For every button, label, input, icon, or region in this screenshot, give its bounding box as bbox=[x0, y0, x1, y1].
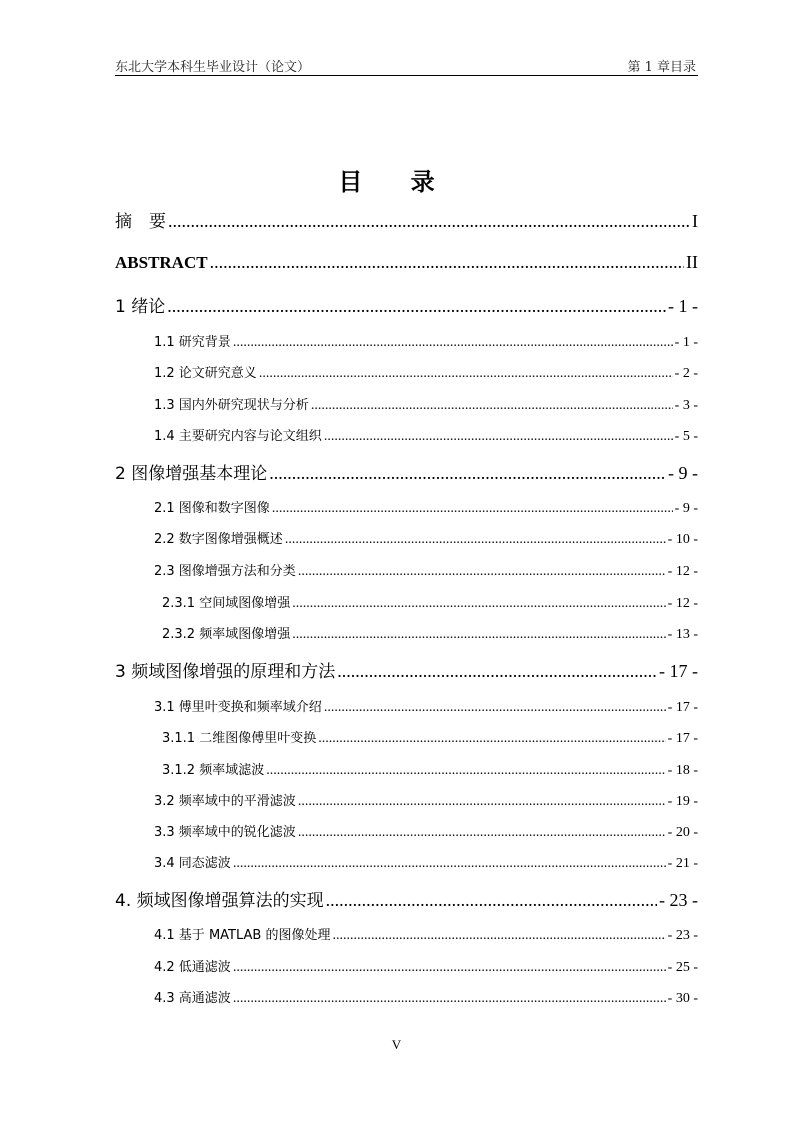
toc-leader-dots bbox=[233, 960, 666, 976]
toc-entry[interactable] bbox=[154, 790, 698, 810]
toc-entry-page: - 5 - bbox=[674, 429, 698, 444]
toc-entry-page: - 9 - bbox=[668, 463, 698, 483]
toc-entry[interactable] bbox=[154, 497, 698, 517]
toc-entry-label: 3.1.1 二维图像傅里叶变换 bbox=[162, 731, 317, 746]
toc-entry-label: 1.4 主要研究内容与论文组织 bbox=[154, 429, 322, 444]
toc-leader-dots bbox=[292, 627, 665, 643]
toc-entry[interactable] bbox=[162, 727, 698, 747]
header-right-text: 第 1 章目录 bbox=[627, 60, 696, 75]
toc-entry[interactable] bbox=[154, 425, 698, 445]
toc-leader-dots bbox=[298, 564, 666, 580]
toc-leader-dots bbox=[269, 463, 666, 484]
toc-leader-dots bbox=[233, 991, 666, 1007]
toc-entry-label: ABSTRACT bbox=[115, 253, 208, 272]
header-left-text: 东北大学本科生毕业设计（论文） bbox=[115, 60, 311, 75]
toc-entry-page: II bbox=[686, 252, 698, 272]
toc-entry-label: 1.3 国内外研究现状与分析 bbox=[154, 398, 309, 413]
toc-entry-page: - 13 - bbox=[667, 627, 698, 642]
toc-entry-page: - 10 - bbox=[667, 532, 698, 547]
toc-leader-dots bbox=[292, 596, 665, 612]
toc-leader-dots bbox=[272, 501, 673, 517]
toc-entry-page: - 12 - bbox=[667, 596, 698, 611]
toc-entry-label: 2.1 图像和数字图像 bbox=[154, 501, 270, 516]
toc-leader-dots bbox=[167, 296, 666, 317]
toc-leader-dots bbox=[298, 825, 666, 841]
toc-leader-dots bbox=[210, 252, 684, 273]
toc-leader-dots bbox=[326, 890, 657, 911]
toc-entry-label: 摘 要 bbox=[115, 212, 166, 232]
toc-entry[interactable] bbox=[115, 657, 698, 682]
toc-entry-label: 4.3 高通滤波 bbox=[154, 991, 231, 1006]
toc-entry-page: - 23 - bbox=[667, 928, 698, 943]
toc-entry-label: 4.2 低通滤波 bbox=[154, 960, 231, 975]
toc-entry-label: 2.3.2 频率域图像增强 bbox=[162, 627, 291, 642]
toc-leader-dots bbox=[285, 532, 666, 548]
toc-entry[interactable] bbox=[162, 759, 698, 779]
toc-entry-page: - 19 - bbox=[667, 794, 698, 809]
toc-leader-dots bbox=[324, 700, 666, 716]
toc-entry-label: 1.1 研究背景 bbox=[154, 335, 231, 350]
toc-entry-label: 2.3 图像增强方法和分类 bbox=[154, 564, 296, 579]
toc-entry-label: 2.3.1 空间域图像增强 bbox=[162, 596, 291, 611]
toc-entry-label: 2.2 数字图像增强概述 bbox=[154, 532, 283, 547]
toc-entry[interactable] bbox=[115, 886, 698, 911]
toc-entry-label: 3.4 同态滤波 bbox=[154, 856, 231, 871]
toc-entry-page: - 17 - bbox=[667, 700, 698, 715]
page-title: 目 录 bbox=[338, 168, 455, 196]
toc-entry-label: 3.3 频率域中的锐化滤波 bbox=[154, 825, 296, 840]
toc-entry-page: - 18 - bbox=[667, 763, 698, 778]
toc-entry-label: 3.1.2 频率域滤波 bbox=[162, 763, 265, 778]
toc-entry-page: - 25 - bbox=[667, 960, 698, 975]
toc-entry[interactable] bbox=[115, 292, 698, 317]
toc-leader-dots bbox=[233, 335, 673, 351]
toc-entry[interactable] bbox=[154, 696, 698, 716]
toc-entry[interactable] bbox=[154, 852, 698, 872]
toc-entry-label: 3.1 傅里叶变换和频率域介绍 bbox=[154, 700, 322, 715]
toc-leader-dots bbox=[266, 763, 665, 779]
toc-entry-label: 3.2 频率域中的平滑滤波 bbox=[154, 794, 296, 809]
toc-entry-label: 1 绪论 bbox=[115, 297, 166, 317]
toc-leader-dots bbox=[318, 731, 665, 747]
toc-entry-label: 2 图像增强基本理论 bbox=[115, 464, 268, 484]
toc-entry[interactable] bbox=[154, 528, 698, 548]
toc-entry[interactable] bbox=[154, 394, 698, 414]
toc-leader-dots bbox=[233, 856, 666, 872]
toc-entry[interactable] bbox=[154, 956, 698, 976]
toc-entry-page: - 1 - bbox=[668, 296, 698, 316]
toc-entry[interactable] bbox=[154, 821, 698, 841]
toc-entry[interactable] bbox=[154, 560, 698, 580]
toc-entry-page: - 2 - bbox=[674, 366, 698, 381]
toc-leader-dots bbox=[298, 794, 666, 810]
toc-entry-page: I bbox=[692, 211, 698, 231]
toc-entry-label: 4. 频域图像增强算法的实现 bbox=[115, 891, 324, 911]
toc-entry-label: 4.1 基于 MATLAB 的图像处理 bbox=[154, 928, 331, 943]
toc-entry-page: - 17 - bbox=[659, 661, 698, 681]
toc-entry-label: 3 频域图像增强的原理和方法 bbox=[115, 662, 336, 682]
toc-leader-dots bbox=[337, 661, 657, 682]
toc-entry-page: - 23 - bbox=[659, 890, 698, 910]
toc-leader-dots bbox=[259, 366, 673, 382]
toc-entry-page: - 30 - bbox=[667, 991, 698, 1006]
toc-entry[interactable] bbox=[162, 592, 698, 612]
toc-entry[interactable] bbox=[154, 987, 698, 1007]
toc-leader-dots bbox=[168, 211, 690, 232]
toc-entry[interactable] bbox=[162, 623, 698, 643]
toc-entry[interactable] bbox=[154, 924, 698, 944]
toc-entry[interactable] bbox=[154, 331, 698, 351]
toc-entry-page: - 20 - bbox=[667, 825, 698, 840]
toc-entry[interactable] bbox=[115, 459, 698, 484]
toc-entry[interactable] bbox=[154, 362, 698, 382]
toc-entry[interactable] bbox=[115, 252, 698, 273]
toc-entry-page: - 1 - bbox=[674, 335, 698, 350]
toc-entry-page: - 21 - bbox=[667, 856, 698, 871]
toc-leader-dots bbox=[324, 429, 673, 445]
toc-entry-page: - 12 - bbox=[667, 564, 698, 579]
page-number: V bbox=[391, 1037, 402, 1052]
toc-entry-page: - 3 - bbox=[674, 398, 698, 413]
toc-leader-dots bbox=[332, 928, 665, 944]
toc-entry-label: 1.2 论文研究意义 bbox=[154, 366, 257, 381]
toc-leader-dots bbox=[311, 398, 673, 414]
toc-entry[interactable] bbox=[115, 207, 698, 232]
toc-entry-page: - 17 - bbox=[667, 731, 698, 746]
toc-entry-page: - 9 - bbox=[674, 501, 698, 516]
